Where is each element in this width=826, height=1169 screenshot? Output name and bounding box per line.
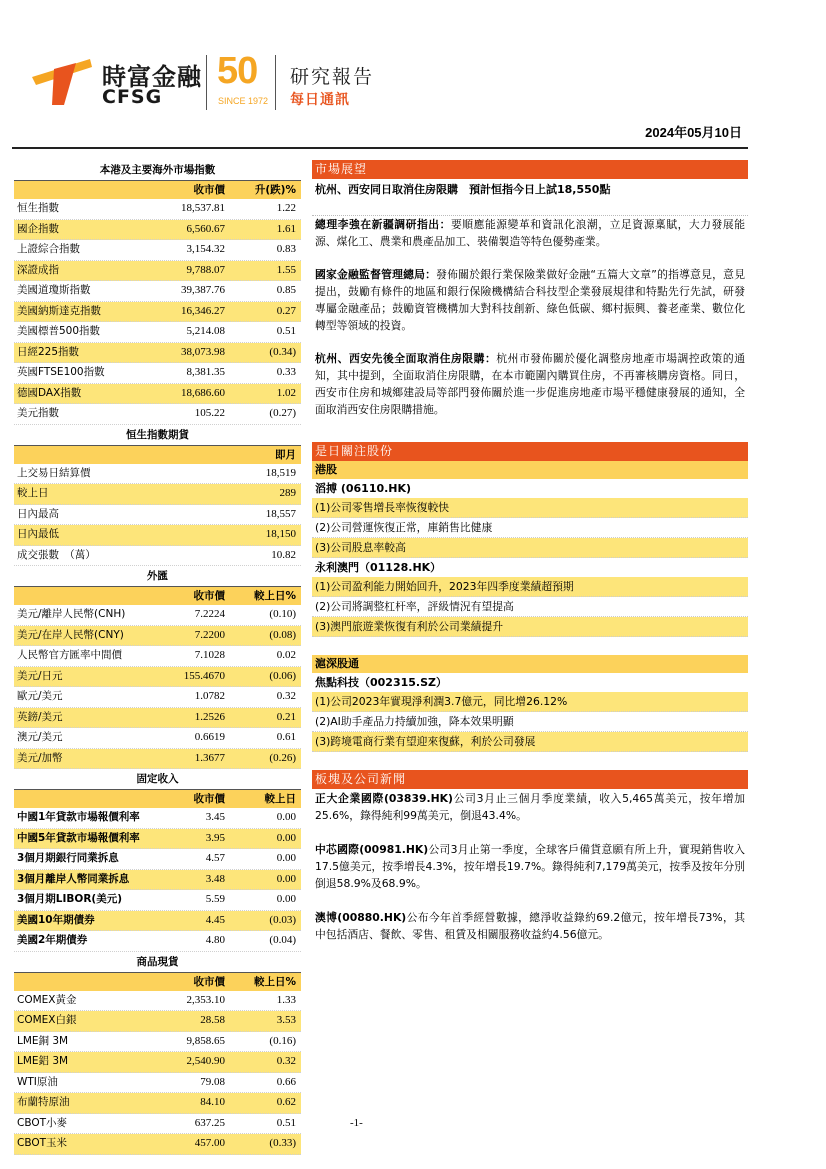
- row-change: (0.08): [269, 628, 296, 641]
- table-row: [14, 220, 301, 241]
- row-label: 日內最低: [17, 528, 59, 540]
- table-row: [14, 464, 301, 485]
- paragraph-lead: 國家金融監督管理總局：: [315, 268, 437, 281]
- column-header: 收市價: [193, 184, 225, 196]
- stock-point: (2)公司營運恢復正常，庫銷售比健康: [312, 518, 748, 538]
- table-row: [14, 302, 301, 323]
- row-price: 637.25: [194, 1116, 225, 1129]
- row-label: 美國道瓊斯指數: [17, 284, 91, 296]
- table-row: [14, 1134, 301, 1155]
- row-change: (0.04): [269, 934, 296, 946]
- row-label: LME鋁 3M: [17, 1055, 69, 1067]
- row-change: 0.27: [276, 304, 296, 317]
- row-price: 3.95: [205, 831, 225, 844]
- column-header: 升(跌)%: [254, 184, 296, 196]
- market-outlook-headline: 杭州、西安同日取消住房限購 預計恒指今日上試18,550點: [315, 183, 611, 196]
- row-label: 美國標普500指數: [17, 325, 101, 337]
- row-label: 3個月期銀行同業拆息: [17, 852, 119, 864]
- table-row: [14, 728, 301, 749]
- report-title: 研究報告: [290, 66, 375, 88]
- stock-name: 永利澳門（01128.HK）: [315, 561, 442, 574]
- table-row: [14, 667, 301, 688]
- row-change: 0.66: [276, 1075, 296, 1088]
- row-change: 1.33: [276, 993, 296, 1006]
- column-header: 較上日%: [253, 975, 296, 988]
- row-change: 0.85: [276, 284, 296, 296]
- row-price: 2,353.10: [186, 993, 225, 1006]
- table-title-futures: 恒生指數期貨: [14, 425, 301, 446]
- column-header: 收市價: [193, 590, 225, 602]
- row-value: 18,557: [265, 507, 296, 520]
- news-company: 正大企業國際(03839.HK): [315, 792, 453, 805]
- commentary-column: [312, 160, 748, 960]
- table-row: [14, 525, 301, 546]
- table-row: [14, 199, 301, 220]
- table-row: [14, 281, 301, 302]
- row-price: 3.45: [205, 811, 225, 823]
- table-header-futures: [14, 446, 301, 464]
- sz-stocks-label: 滬深股通: [312, 655, 748, 673]
- row-label: 歐元/美元: [17, 690, 63, 702]
- header-divider: [206, 55, 207, 110]
- row-label: 美元/在岸人民幣(CNY): [17, 628, 124, 641]
- row-label: 美元/加幣: [17, 751, 63, 764]
- row-label: LME銅 3M: [17, 1034, 69, 1047]
- table-row: [14, 322, 301, 343]
- table-row: [14, 343, 301, 364]
- row-change: (0.26): [269, 751, 296, 764]
- report-header: [0, 0, 826, 150]
- row-change: 0.51: [276, 325, 296, 337]
- row-price: 2,540.90: [186, 1055, 225, 1067]
- row-price: 3,154.32: [186, 243, 225, 255]
- table-row: [14, 363, 301, 384]
- row-change: (0.34): [269, 345, 296, 358]
- row-label: 美元/離岸人民幣(CNH): [17, 608, 126, 620]
- row-change: 1.55: [276, 263, 296, 276]
- row-price: 105.22: [194, 407, 225, 419]
- row-price: 7.1028: [194, 649, 225, 661]
- row-change: 3.53: [276, 1014, 296, 1026]
- row-value: 18,150: [265, 528, 296, 540]
- outlook-paragraph: [312, 350, 748, 418]
- stock-name: 滔搏 (06110.HK): [315, 482, 412, 495]
- page-number: -1-: [350, 1117, 363, 1129]
- table-row: [14, 505, 301, 526]
- row-label: 澳元/美元: [17, 731, 63, 743]
- table-title-fixed-income: 固定收入: [14, 769, 301, 790]
- table-row: [14, 849, 301, 870]
- row-change: 0.00: [276, 893, 296, 905]
- row-price: 1.3677: [194, 751, 225, 764]
- hk-stocks-label: 港股: [312, 461, 748, 479]
- row-label: 成交張數 （萬）: [17, 548, 96, 561]
- table-row: [14, 1032, 301, 1053]
- brand-name-en: CFSG: [102, 86, 163, 108]
- market-outlook-title: 市場展望: [312, 160, 748, 179]
- table-row: [14, 1052, 301, 1073]
- row-value: 289: [279, 487, 296, 499]
- row-label: 布蘭特原油: [17, 1096, 70, 1108]
- news-item: [312, 790, 748, 824]
- table-row: [14, 1073, 301, 1094]
- paragraph-lead: 總理李強在新疆調研指出：: [315, 218, 451, 231]
- market-data-tables: [14, 160, 301, 1155]
- row-price: 16,346.27: [181, 304, 225, 317]
- table-row: [14, 484, 301, 505]
- stock-point: (3)澳門旅遊業恢復有利於公司業績提升: [312, 617, 748, 637]
- table-row: [14, 261, 301, 282]
- row-change: (0.03): [269, 913, 296, 926]
- row-change: 0.51: [276, 1116, 296, 1129]
- news-company: 中芯國際(00981.HK): [315, 843, 429, 856]
- header-divider: [275, 55, 276, 110]
- row-change: 0.00: [276, 811, 296, 823]
- row-price: 5,214.08: [186, 325, 225, 337]
- hk-stocks-list: [312, 479, 748, 637]
- table-row: [14, 687, 301, 708]
- table-row: [14, 646, 301, 667]
- header-rule: [12, 147, 748, 149]
- row-value: 10.82: [271, 548, 296, 561]
- row-label: 上交易日結算價: [17, 466, 91, 479]
- table-row: [14, 870, 301, 891]
- row-label: CBOT小麥: [17, 1116, 68, 1129]
- stock-point: (1)公司2023年實現淨利潤3.7億元，同比增26.12%: [312, 692, 748, 712]
- table-row: [14, 1093, 301, 1114]
- focus-stocks-title: 是日關注股份: [312, 442, 748, 461]
- row-label: WTI原油: [17, 1075, 58, 1088]
- row-change: 0.32: [276, 690, 296, 702]
- paragraph-lead: 杭州、西安先後全面取消住房限購：: [315, 352, 497, 365]
- table-header-fixed-income: [14, 790, 301, 808]
- row-price: 6,560.67: [186, 222, 225, 235]
- table-row: [14, 546, 301, 567]
- news-body: 公布今年首季經營數據，總淨收益錄約69.2億元，按年增長73%，其中包括酒店、餐飲、零售、租賃及相關服務收益約4.56億元。: [315, 911, 745, 941]
- row-change: 0.32: [276, 1055, 296, 1067]
- news-company: 澳博(00880.HK): [315, 911, 407, 924]
- row-price: 79.08: [200, 1075, 225, 1088]
- table-row: [14, 626, 301, 647]
- table-title-indices: 本港及主要海外市場指數: [14, 160, 301, 181]
- stock-point: (2)AI助手產品力持續加強，降本效果明顯: [312, 712, 748, 732]
- row-price: 155.4670: [183, 669, 225, 682]
- row-change: (0.27): [269, 407, 296, 419]
- row-label: 中國5年貸款市場報價利率: [17, 831, 140, 844]
- brand-name-cn: 時富金融: [102, 63, 202, 91]
- row-price: 4.57: [205, 852, 225, 864]
- market-outlook-paragraphs: [312, 216, 748, 418]
- anniversary-number: 50: [217, 50, 258, 92]
- row-value: 18,519: [265, 466, 296, 479]
- row-price: 9,788.07: [186, 263, 225, 276]
- stock-point: (3)跨境電商行業有望迎來復蘇，利於公司發展: [312, 732, 748, 752]
- news-body: 公司3月止第一季度，全球客戶備貨意願有所上升，實現銷售收入17.5億美元，按季增長4.3%，按年增長19.7%。錄得純利7,179萬美元，按季及按年分別倒退58.9%及68.9%。: [315, 843, 746, 890]
- row-label: 深證成指: [17, 263, 59, 276]
- table-row: [14, 931, 301, 952]
- row-price: 1.0782: [194, 690, 225, 702]
- row-label: 3個月期LIBOR(美元): [17, 893, 123, 905]
- row-label: 英鎊/美元: [17, 710, 63, 723]
- table-row: [14, 240, 301, 261]
- row-price: 0.6619: [194, 731, 225, 743]
- row-price: 1.2526: [194, 710, 225, 723]
- column-header: 收市價: [193, 975, 225, 988]
- table-row: [14, 890, 301, 911]
- table-row: [14, 384, 301, 405]
- paragraph-body: 要順應能源變革和資訊化浪潮，立足資源稟賦，大力發展能源、煤化工、農業和農產品加工、裝備製造等特色優勢產業。: [315, 218, 746, 248]
- table-title-commodities: 商品現貨: [14, 952, 301, 973]
- table-header-fx: [14, 587, 301, 605]
- stock-point: (2)公司將調整杠杆率，評級情況有望提高: [312, 597, 748, 617]
- column-header: 較上日: [264, 793, 296, 805]
- row-price: 39,387.76: [181, 284, 225, 296]
- row-label: 較上日: [17, 487, 49, 499]
- sector-news-title: 板塊及公司新聞: [312, 770, 748, 789]
- row-price: 7.2200: [194, 628, 225, 641]
- row-price: 38,073.98: [181, 345, 225, 358]
- column-header: 即月: [275, 448, 296, 461]
- table-row: [14, 605, 301, 626]
- row-change: (0.16): [269, 1034, 296, 1047]
- row-price: 18,686.60: [181, 386, 225, 399]
- stock-name: 焦點科技（002315.SZ）: [315, 676, 447, 689]
- table-row: [14, 911, 301, 932]
- row-price: 9,858.65: [186, 1034, 225, 1047]
- row-label: 美國10年期債券: [17, 913, 95, 926]
- column-header: 收市價: [193, 793, 225, 805]
- row-label: 3個月離岸人幣同業拆息: [17, 872, 130, 885]
- anniversary-since: SINCE 1972: [218, 96, 269, 106]
- row-change: 0.00: [276, 831, 296, 844]
- news-body: 公司3月止三個月季度業績，收入5,465萬美元，按年增加25.6%，錄得純利99萬美元，倒退43.4%。: [315, 792, 746, 822]
- row-label: 美國2年期債券: [17, 934, 88, 946]
- table-row: [14, 1114, 301, 1135]
- row-price: 8,381.35: [186, 366, 225, 378]
- row-change: 1.61: [276, 222, 296, 235]
- row-price: 457.00: [194, 1137, 225, 1149]
- row-change: 0.21: [276, 710, 296, 723]
- row-label: 上證綜合指數: [17, 243, 80, 255]
- table-row: [14, 749, 301, 770]
- sector-news-list: [312, 790, 748, 943]
- row-label: 美元指數: [17, 407, 59, 419]
- table-row: [14, 829, 301, 850]
- table-row: [14, 708, 301, 729]
- row-label: 日內最高: [17, 507, 59, 520]
- paragraph-body: 發佈關於銀行業保險業做好金融“五篇大文章”的指導意見，意見提出，鼓勵有條件的地區和銀行保險機構結合科技型企業發展規律和特點先行先試，研發專屬金融產品；鼓勵資管機構加大對科技創新、綠色低碳、鄉村振興、養老產業、數位化轉型等領域的投資。: [315, 268, 745, 332]
- stock-point: (3)公司股息率較高: [312, 538, 748, 558]
- report-subtitle: 每日通訊: [290, 92, 350, 108]
- report-date: 2024年05月10日: [645, 125, 742, 140]
- row-label: COMEX白銀: [17, 1014, 77, 1026]
- row-label: 國企指數: [17, 222, 59, 235]
- row-change: 0.62: [276, 1096, 296, 1108]
- row-change: (0.06): [269, 669, 296, 682]
- row-label: 英國FTSE100指數: [17, 366, 105, 378]
- row-change: 0.83: [276, 243, 296, 255]
- table-header-indices: [14, 181, 301, 199]
- row-change: 1.22: [276, 202, 296, 214]
- table-row: [14, 991, 301, 1012]
- row-change: 1.02: [276, 386, 296, 399]
- outlook-paragraph: [312, 266, 748, 334]
- row-label: 恒生指數: [17, 202, 59, 214]
- stock-point: (1)公司盈利能力開始回升，2023年四季度業績超預期: [312, 577, 748, 597]
- table-row: [14, 404, 301, 425]
- row-change: 0.02: [276, 649, 296, 661]
- news-item: [312, 909, 748, 943]
- row-label: 美國納斯達克指數: [17, 304, 101, 317]
- row-label: 中國1年貸款市場報價利率: [17, 811, 140, 823]
- row-label: CBOT玉米: [17, 1137, 68, 1149]
- table-title-fx: 外匯: [14, 566, 301, 587]
- table-header-commodities: [14, 973, 301, 991]
- row-change: (0.10): [269, 608, 296, 620]
- row-price: 84.10: [200, 1096, 225, 1108]
- paragraph-body: 杭州市發佈關於優化調整房地產市場調控政策的通知，其中提到，全面取消住房限購，在本市範圍內購買住房，不再審核購房資格。同日，西安市住房和城鄉建設局等部門發佈關於進一步促進房地產市場平穩健康發展的通知，全面取消西安住房限購措施。: [315, 352, 746, 416]
- news-item: [312, 841, 748, 892]
- outlook-paragraph: [312, 216, 748, 250]
- table-row: [14, 808, 301, 829]
- row-price: 28.58: [200, 1014, 225, 1026]
- row-price: 4.80: [205, 934, 225, 946]
- row-change: 0.61: [276, 731, 296, 743]
- row-change: 0.00: [276, 852, 296, 864]
- row-price: 7.2224: [194, 608, 225, 620]
- row-price: 5.59: [205, 893, 225, 905]
- row-change: (0.33): [269, 1137, 296, 1149]
- row-price: 18,537.81: [181, 202, 225, 214]
- row-label: 日經225指數: [17, 345, 80, 358]
- row-price: 4.45: [205, 913, 225, 926]
- row-label: 人民幣官方匯率中間價: [17, 649, 122, 661]
- row-price: 3.48: [205, 872, 225, 885]
- row-label: 美元/日元: [17, 669, 63, 682]
- column-header: 較上日%: [253, 590, 296, 602]
- table-row: [14, 1011, 301, 1032]
- row-label: COMEX黃金: [17, 993, 77, 1006]
- row-change: 0.33: [276, 366, 296, 378]
- sz-stocks-list: [312, 673, 748, 752]
- row-change: 0.00: [276, 872, 296, 885]
- cfsg-logo-icon: [30, 55, 94, 105]
- stock-point: (1)公司零售增長率恢復較快: [312, 498, 748, 518]
- row-label: 德國DAX指數: [17, 386, 82, 399]
